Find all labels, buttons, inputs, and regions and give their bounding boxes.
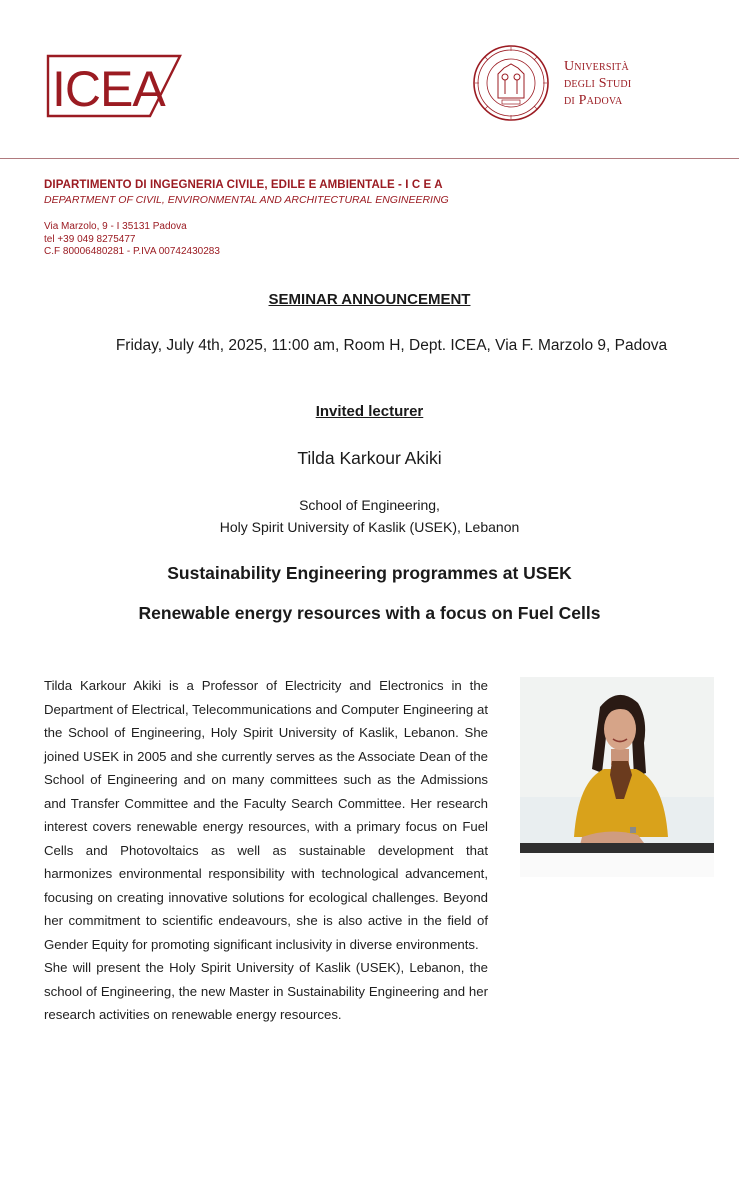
lecturer-photo <box>520 677 714 877</box>
university-seal-icon <box>472 44 550 122</box>
lecturer-name: Tilda Karkour Akiki <box>297 448 442 468</box>
department-block <box>44 178 449 259</box>
department-address: Via Marzolo, 9 - I 35131 Padova <box>44 221 187 232</box>
icea-logo-text: ICEA <box>52 61 165 117</box>
invited-lecturer-label: Invited lecturer <box>315 403 424 420</box>
seminar-date-location: Friday, July 4th, 2025, 11:00 am, Room H, Dept. ICEA, Via F. Marzolo 9, Padova <box>115 337 668 354</box>
icea-logo <box>44 52 184 120</box>
affiliation-line-1: School of Engineering, <box>299 497 440 513</box>
bio-paragraph-1: Tilda Karkour Akiki is a Professor of Electricity and Electronics in the Department of Electrical, Telecommunications and Computer Engineering at the School of Engineering, Holy Spirit University of Kaslik, Lebanon. She joined USEK in 2005 and she currently serves as the Associate Dean of the School of Engineering and on many committees such as the Admissions and Transfer Committee and the Faculty Search Committee. Her research interest covers renewable energy resources, with a primary focus on Fuel Cells and Photovoltaics as well as sustainable development that harmonizes environmental responsibility with technological advancement, focusing on creating innovative solutions for ecological challenges. Beyond her commitment to scientific endeavours, she is also active in the field of Gender Equity for promoting significant inclusivity in diverse environments. <box>44 678 488 952</box>
university-name-line-1: Università <box>564 59 629 74</box>
university-name-line-3: di Padova <box>564 93 623 108</box>
lecturer-biography <box>44 674 488 1027</box>
department-phone: tel +39 049 8275477 <box>44 233 136 245</box>
department-name-en: DEPARTMENT OF CIVIL, ENVIRONMENTAL AND ARCHITECTURAL ENGINEERING <box>44 194 449 206</box>
university-name-line-2: degli Studi <box>564 76 632 91</box>
lecturer-affiliation <box>0 494 739 538</box>
talk-title-1: Sustainability Engineering programmes at USEK <box>167 563 572 583</box>
bio-paragraph-2: She will present the Holy Spirit University of Kaslik (USEK), Lebanon, the school of Engineering, the new Master in Sustainability Engineering and her research activities on renewable energy resources. <box>44 960 488 1022</box>
department-name-it: DIPARTIMENTO DI INGEGNERIA CIVILE, EDILE E AMBIENTALE - I C E A <box>44 179 443 191</box>
department-tax-id: C.F 80006480281 - P.IVA 00742430283 <box>44 246 220 257</box>
announcement-title: SEMINAR ANNOUNCEMENT <box>268 291 471 308</box>
department-contact <box>44 221 449 259</box>
affiliation-line-2: Holy Spirit University of Kaslik (USEK), Lebanon <box>219 519 520 535</box>
header-divider <box>0 158 739 159</box>
talk-title-2: Renewable energy resources with a focus on Fuel Cells <box>138 603 601 623</box>
padova-logo <box>472 44 672 126</box>
